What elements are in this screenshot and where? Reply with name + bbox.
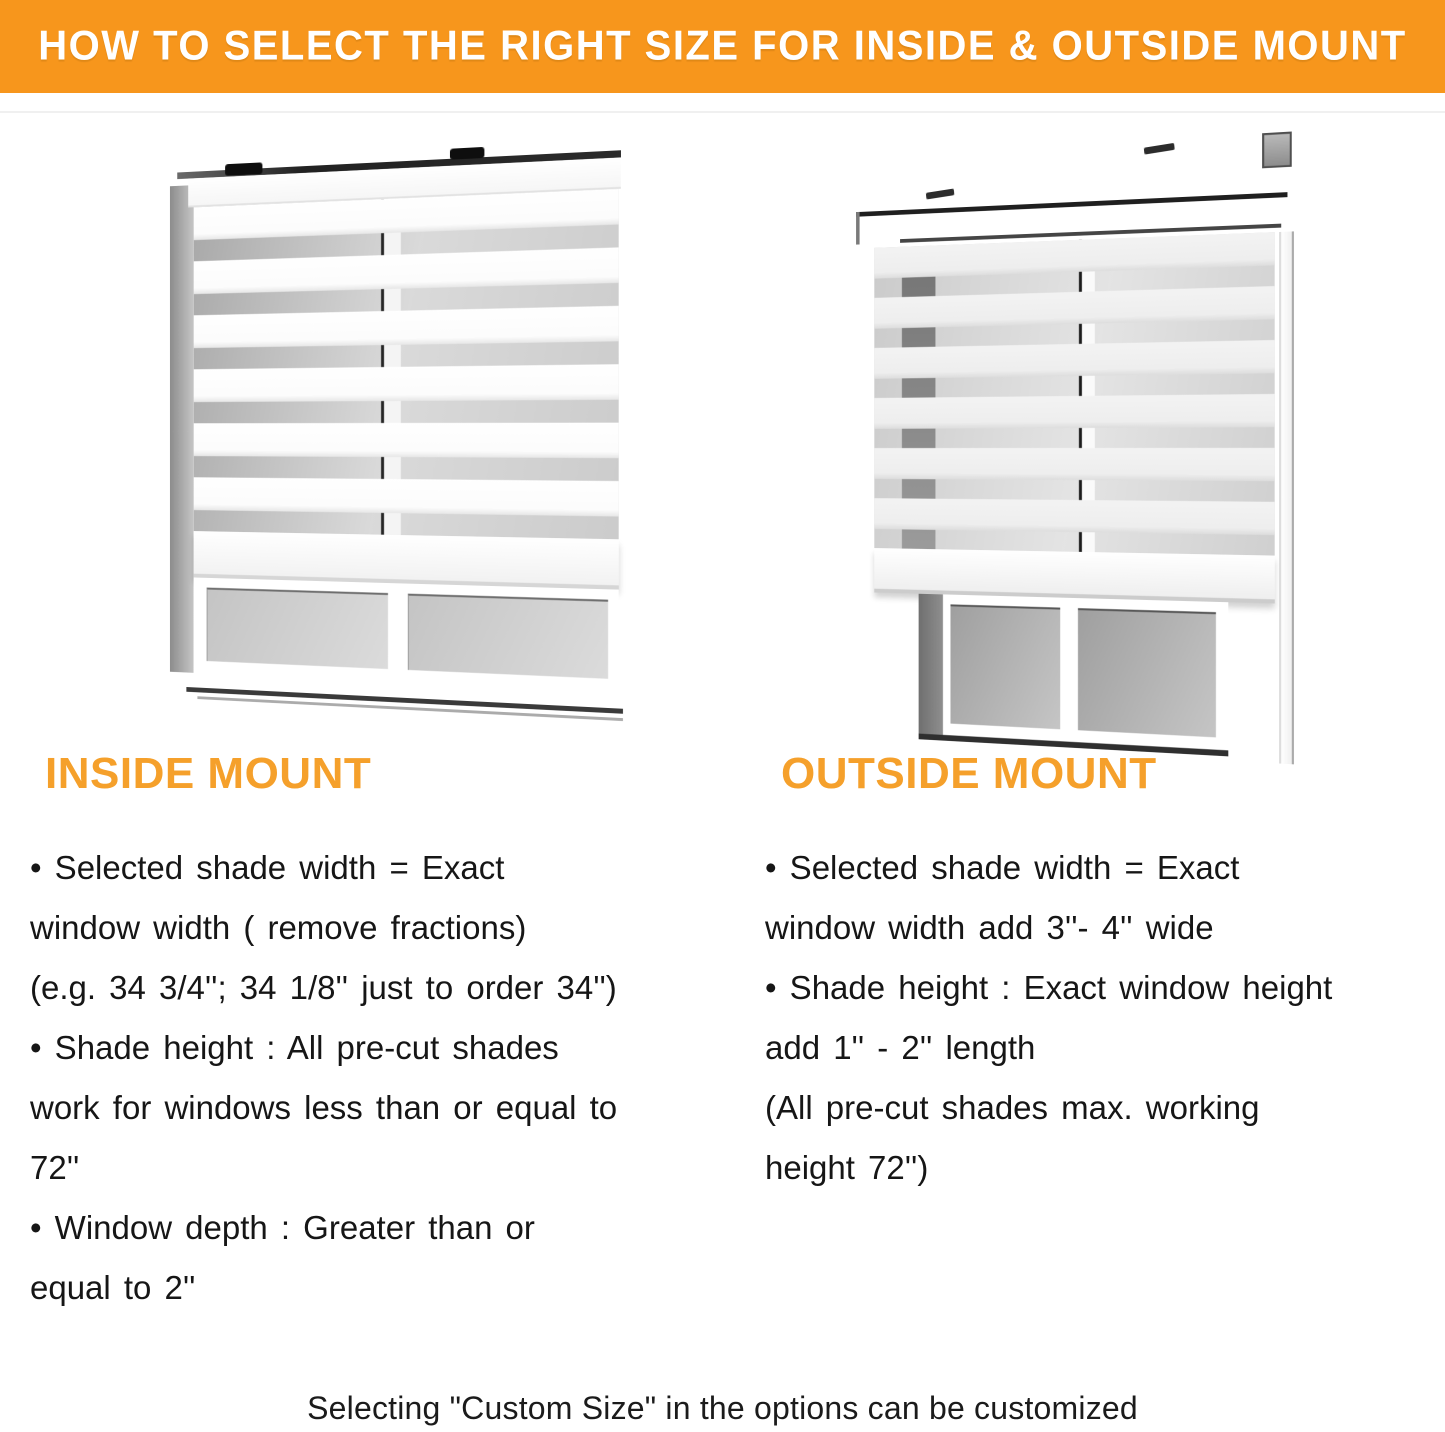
corner-bracket-icon [1262, 132, 1292, 169]
window-pane-right [408, 594, 608, 679]
header-banner [0, 0, 1445, 93]
inside-mount-illustration [158, 150, 616, 712]
window-pane-left [207, 588, 388, 669]
mounting-bracket-icon [926, 188, 955, 199]
custom-size-note: Selecting "Custom Size" in the options can be customized [307, 1390, 1138, 1426]
spec-line: • Shade height : All pre-cut shades [30, 1029, 559, 1066]
outside-mount-specs [765, 838, 1445, 1198]
spec-line: (e.g. 34 3/4''; 34 1/8'' just to order 34'') [30, 969, 617, 1006]
spec-line: (All pre-cut shades max. working [765, 1089, 1260, 1126]
outside-mount-window [869, 125, 1296, 776]
spec-line: • Selected shade width = Exact [765, 849, 1240, 886]
spec-line: height 72'') [765, 1149, 929, 1186]
spec-line: • Selected shade width = Exact [30, 849, 505, 886]
inside-mount-window [170, 138, 623, 725]
inside-mount-specs [30, 838, 730, 1318]
spec-line: work for windows less than or equal to [30, 1089, 618, 1126]
spec-line: add 1'' - 2'' length [765, 1029, 1036, 1066]
window-lower-sash [919, 594, 1229, 757]
window-recess-shadow [902, 249, 936, 549]
blind-side-channel [1279, 231, 1294, 764]
headrail-clip-icon [225, 162, 262, 176]
spec-line: • Shade height : Exact window height [765, 969, 1333, 1006]
window-pane-right [1078, 608, 1216, 737]
window-pane-left [950, 604, 1060, 729]
spec-line: window width ( remove fractions) [30, 909, 527, 946]
spec-line: window width add 3''- 4'' wide [765, 909, 1214, 946]
mounting-bracket-icon [1144, 143, 1175, 155]
window-left-jamb [919, 594, 943, 735]
zebra-blind-stripes [194, 189, 619, 540]
outside-mount-heading: OUTSIDE MOUNT [781, 749, 1157, 798]
inside-mount-heading: INSIDE MOUNT [45, 749, 372, 798]
spec-line: • Window depth : Greater than or [30, 1209, 535, 1246]
spec-line: 72'' [30, 1149, 80, 1186]
banner-divider [0, 111, 1445, 113]
window-left-jamb [170, 185, 194, 673]
headrail-top-edge [856, 192, 1288, 217]
outside-mount-illustration [858, 138, 1290, 763]
wall-corner-edge [856, 212, 860, 245]
page-title: HOW TO SELECT THE RIGHT SIZE FOR INSIDE & OUTSIDE MOUNT [38, 22, 1407, 70]
window-lower-sash [194, 578, 619, 694]
spec-line: equal to 2'' [30, 1269, 196, 1306]
